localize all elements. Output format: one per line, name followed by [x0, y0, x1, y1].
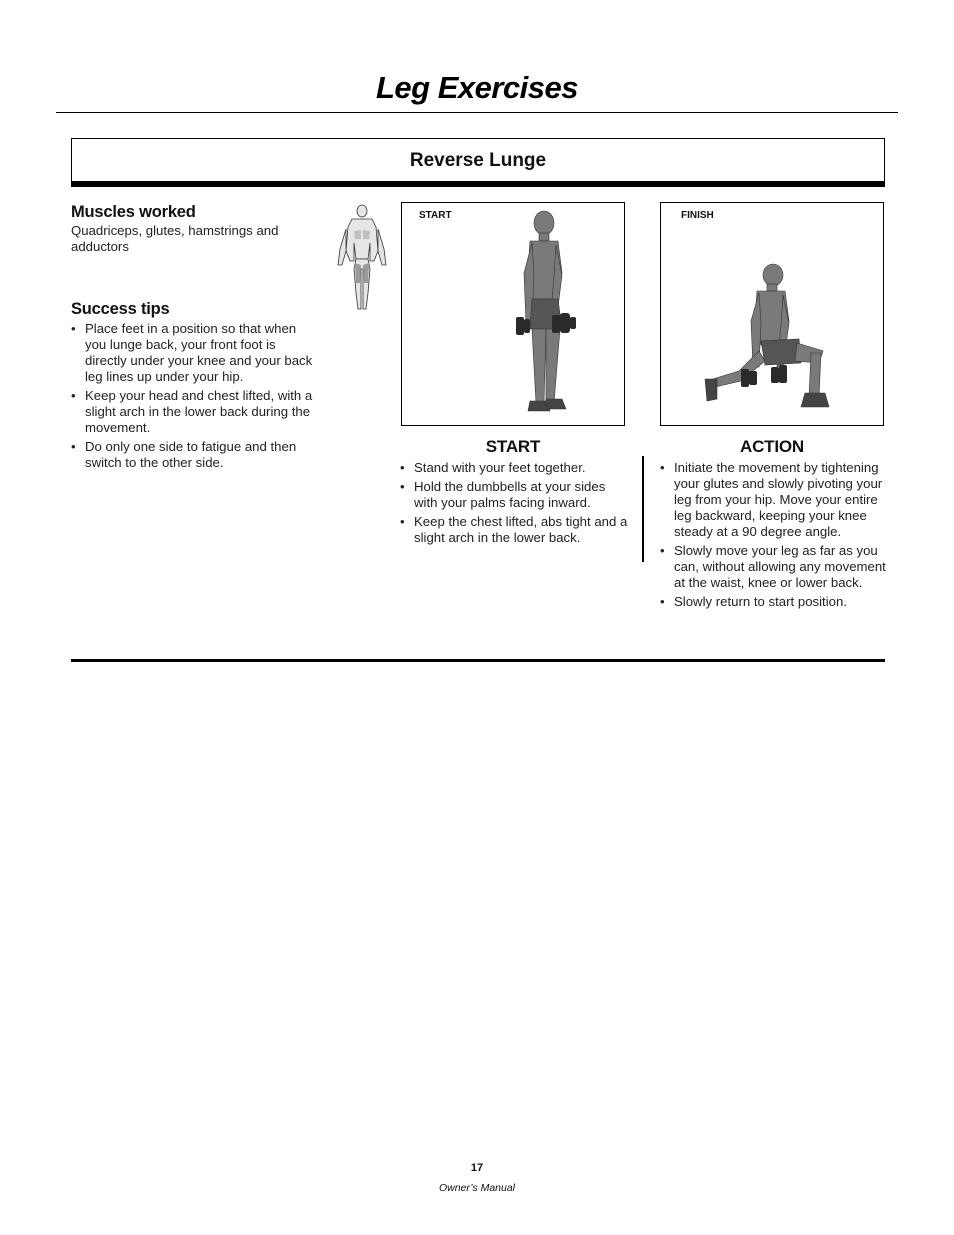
section-header-box	[71, 138, 885, 187]
list-item: • Slowly return to start position.	[660, 594, 886, 610]
list-item: • Slowly move your leg as far as you can, without allowing any movement at the waist, knee or lower back.	[660, 543, 886, 591]
standing-dumbbell-figure	[402, 203, 624, 425]
list-item: • Hold the dumbbells at your sides with your palms facing inward.	[400, 479, 628, 511]
page-number: 17	[470, 1162, 484, 1174]
muscles-worked-heading: Muscles worked	[71, 203, 196, 221]
lunge-dumbbell-figure	[661, 203, 883, 425]
left-column	[71, 203, 321, 474]
title-rule	[56, 112, 898, 113]
bottom-rule	[71, 659, 885, 662]
start-photo-label: START	[419, 210, 452, 221]
section-title: Reverse Lunge	[409, 150, 547, 171]
start-list	[400, 460, 628, 549]
muscles-worked-text: Quadriceps, glutes, hamstrings and adductors	[71, 223, 279, 254]
success-tips-heading: Success tips	[71, 300, 170, 318]
page-title: Leg Exercises	[375, 70, 579, 105]
footer-text: Owner’s Manual	[438, 1182, 516, 1194]
action-heading: ACTION	[740, 437, 804, 456]
list-item: • Place feet in a position so that when you lunge back, your front foot is directly under your knee and your back leg lines up under your hip.	[71, 321, 321, 385]
success-tips-list	[71, 321, 321, 471]
muscle-diagram-icon	[334, 203, 390, 315]
action-list	[660, 460, 886, 613]
finish-photo-label: FINISH	[681, 210, 714, 221]
finish-photo	[660, 202, 884, 426]
start-photo	[401, 202, 625, 426]
list-item: • Stand with your feet together.	[400, 460, 628, 476]
column-divider	[642, 456, 644, 562]
list-item: • Do only one side to fatigue and then switch to the other side.	[71, 439, 321, 471]
list-item: • Initiate the movement by tightening your glutes and slowly pivoting your leg from your hip. Move your entire leg backward, keeping your knee steady at a 90 degree angle.	[660, 460, 886, 540]
start-heading: START	[485, 437, 541, 456]
list-item: • Keep the chest lifted, abs tight and a slight arch in the lower back.	[400, 514, 628, 546]
list-item: • Keep your head and chest lifted, with a slight arch in the lower back during the movement.	[71, 388, 321, 436]
